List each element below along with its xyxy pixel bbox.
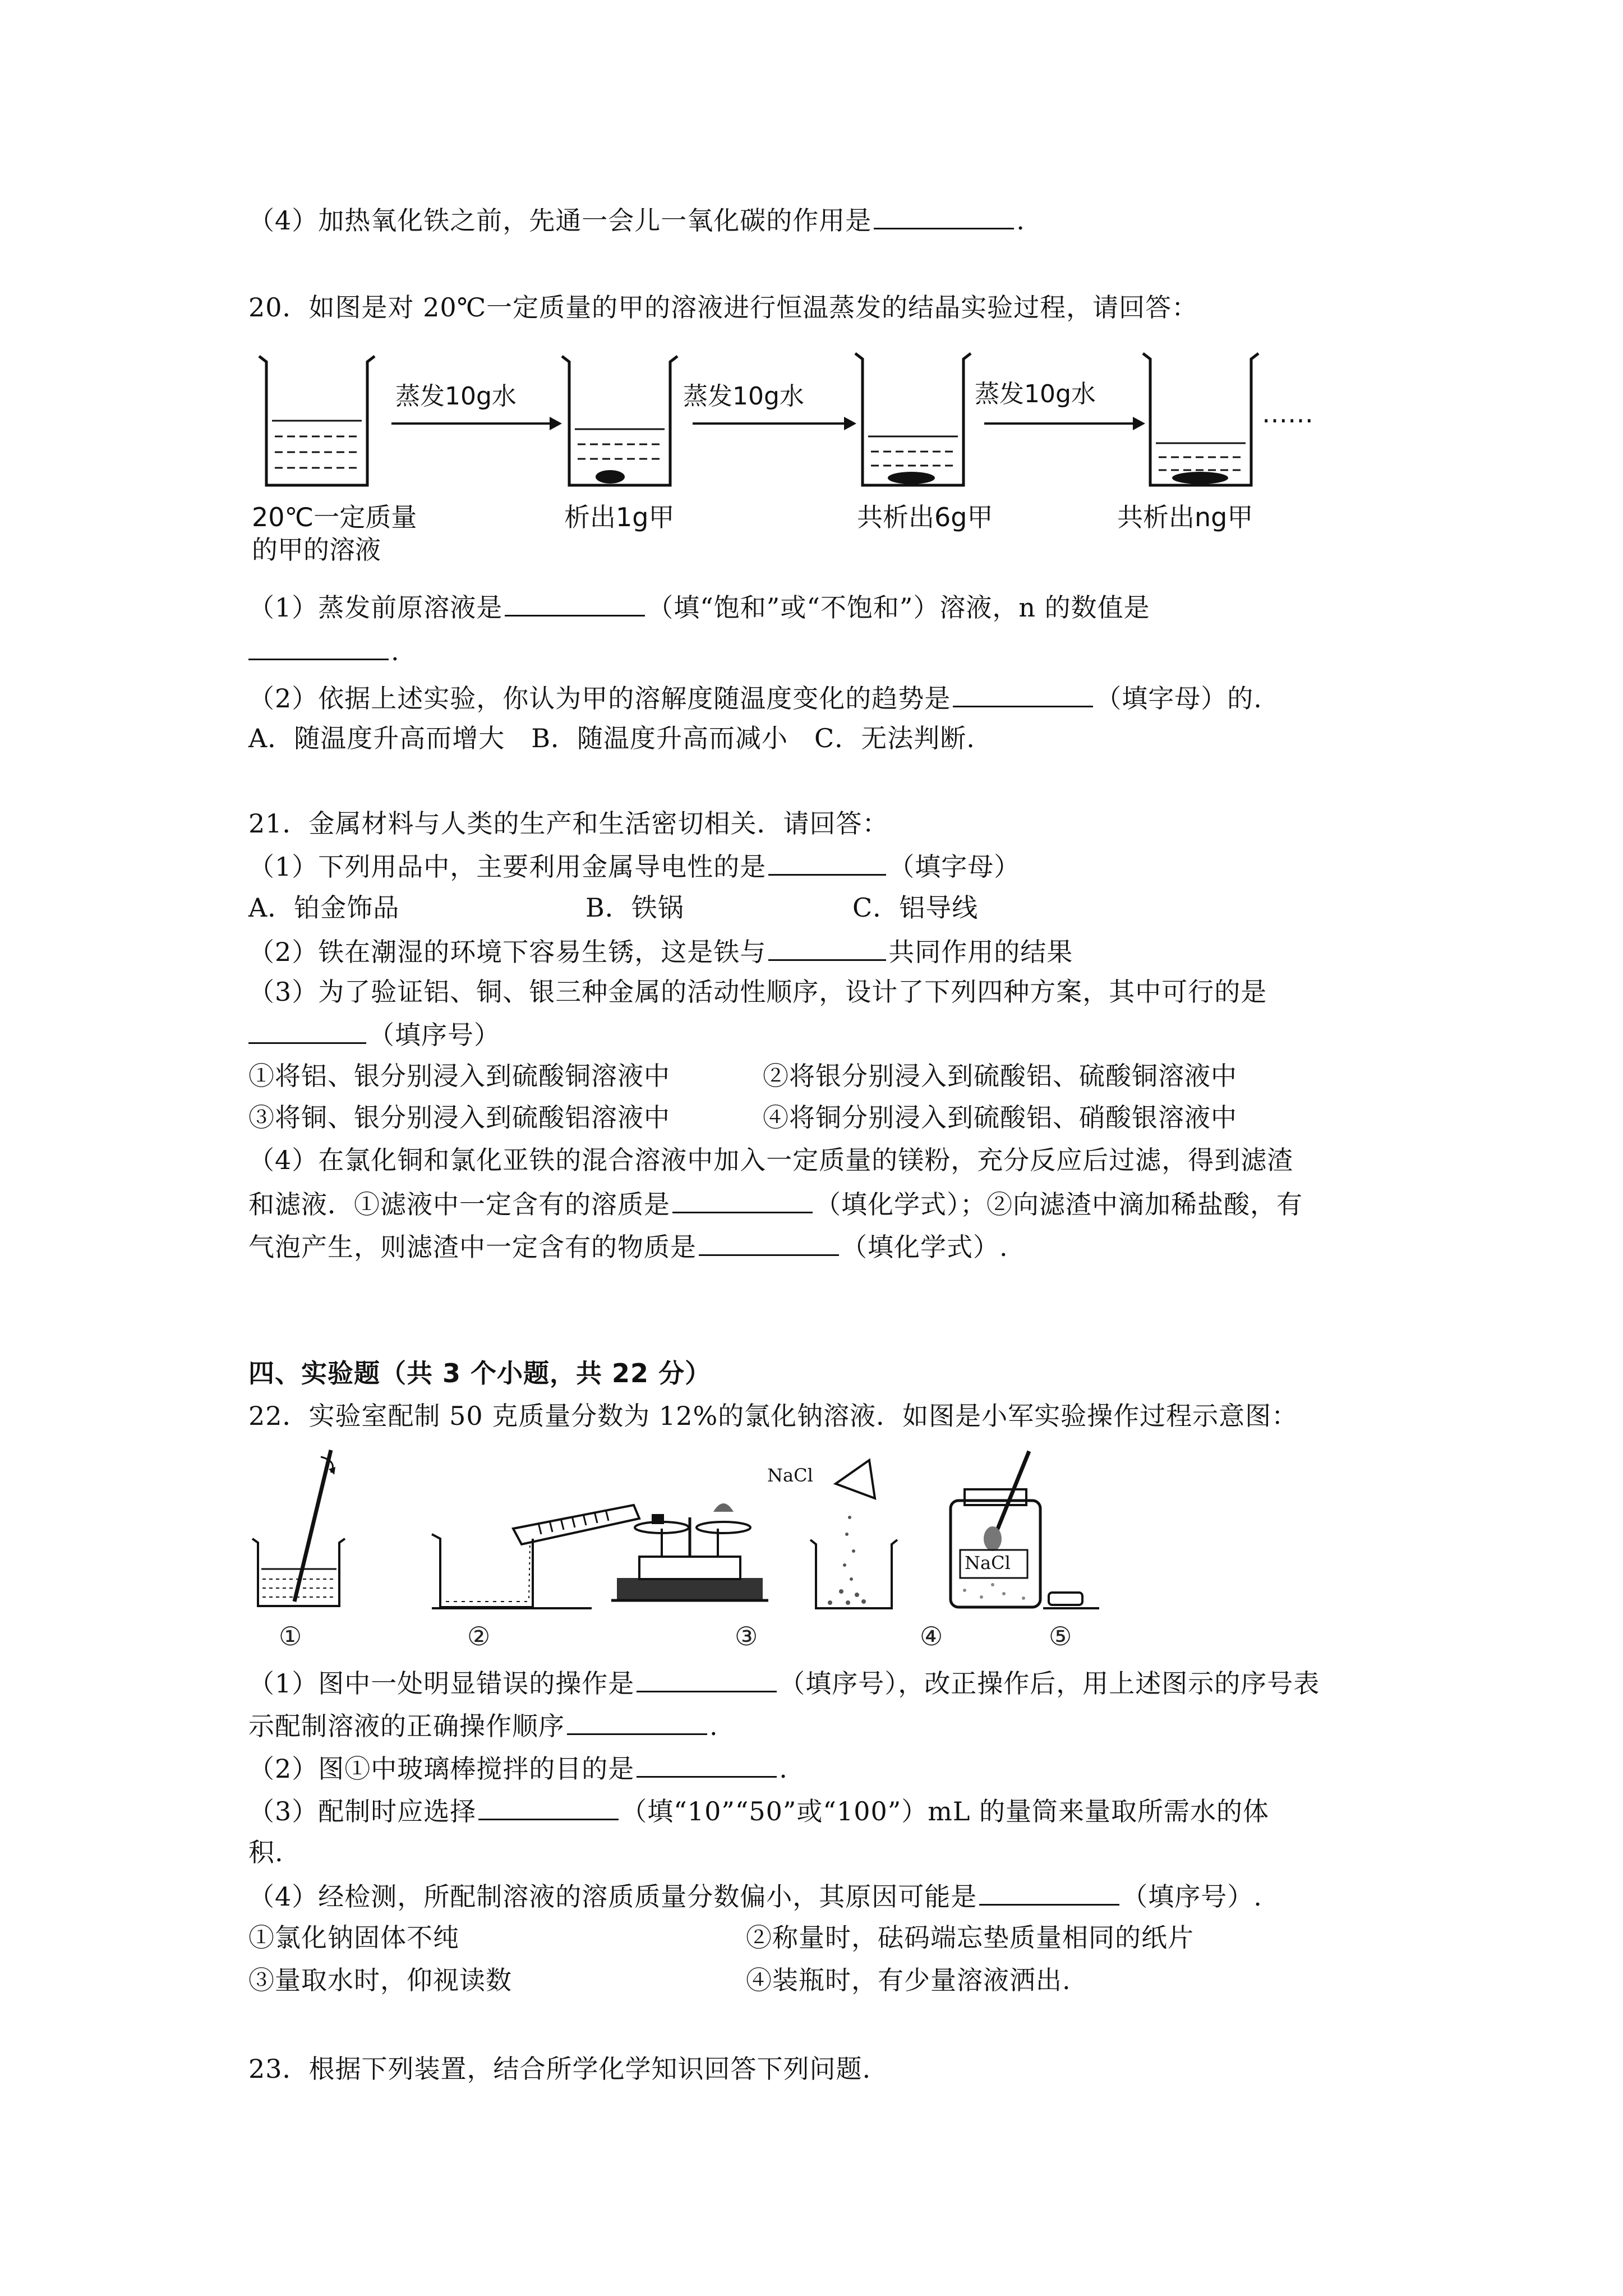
q21-part2 (248, 933, 1073, 969)
q20-part1-end: . (391, 636, 400, 666)
q21-part3: （3）为了验证铝、铜、银三种金属的活动性顺序，设计了下列四种方案，其中可行的是 (248, 977, 1267, 1007)
figure-number-4: ④ (920, 1621, 943, 1651)
q19-part4-text: （4）加热氧化铁之前，先通一会儿一氧化碳的作用是 (248, 205, 872, 236)
q21-part4-end: （填化学式）. (841, 1232, 1008, 1262)
q21-part2-end: 共同作用的结果 (888, 937, 1073, 967)
q21-part4-line3 (248, 1228, 1008, 1264)
q21-part4-line2 (248, 1186, 1303, 1221)
q21-part4-blank-1[interactable] (672, 1186, 813, 1213)
q22-reason-3: ③量取水时，仰视读数 (248, 1965, 512, 1995)
q22-part1 (248, 1665, 1320, 1700)
q21-stem: 21．金属材料与人类的生产和生活密切相关．请回答： (248, 808, 889, 839)
q20-part1-text-2: （填“饱和”或“不饱和”）溶液，n 的数值是 (647, 592, 1150, 623)
arrow-2 (693, 417, 856, 430)
q19-part4-blank[interactable] (874, 202, 1014, 229)
figure-number-1: ① (279, 1621, 302, 1651)
q21-part4-line1: （4）在氯化铜和氯化亚铁的混合溶液中加入一定质量的镁粉，充分反应后过滤，得到滤渣 (248, 1145, 1294, 1175)
q22-part2-text: （2）图①中玻璃棒搅拌的目的是 (248, 1754, 635, 1784)
q22-part1-cont (248, 1708, 718, 1743)
arrow-1 (391, 417, 562, 430)
q20-part1-blank-1[interactable] (505, 589, 645, 616)
beaker-4 (1143, 353, 1258, 485)
q21-part1-text: （1）下列用品中，主要利用金属导电性的是 (248, 852, 767, 882)
nacl-jar-label: NaCl (965, 1552, 1011, 1573)
beaker-1 (259, 356, 375, 485)
q21-part2-text: （2）铁在潮湿的环境下容易生锈，这是铁与 (248, 937, 767, 967)
q21-part4-text-2: （填化学式）；②向滤渣中滴加稀盐酸，有 (815, 1189, 1303, 1220)
q22-part3-blank[interactable] (478, 1793, 619, 1820)
q22-reason-2: ②称量时，砝码端忘垫质量相同的纸片 (746, 1922, 1194, 1953)
q22-part1-text: （1）图中一处明显错误的操作是 (248, 1668, 635, 1699)
q20-stem: 20．如图是对 20℃一定质量的甲的溶液进行恒温蒸发的结晶实验过程，请回答： (248, 292, 1198, 323)
q22-procedure-figure (247, 1444, 1178, 1646)
q22-part2-end: . (779, 1754, 788, 1784)
q22-part3-text: （3）配制时应选择 (248, 1796, 477, 1826)
q20-part1-text: （1）蒸发前原溶液是 (248, 592, 503, 623)
q20-part1-blank-2[interactable] (248, 633, 389, 660)
q21-part3-end: （填序号） (368, 1020, 500, 1050)
q22-reason-1: ①氯化钠固体不纯 (248, 1922, 459, 1953)
q22-part2-blank[interactable] (637, 1750, 777, 1778)
q22-reason-4: ④装瓶时，有少量溶液洒出. (746, 1965, 1071, 1995)
q22-part1-text-2: （填序号），改正操作后，用上述图示的序号表 (779, 1668, 1320, 1699)
q22-part1-end: . (709, 1711, 718, 1741)
q21-plan-2: ②将银分别浸入到硫酸铝、硫酸铜溶液中 (763, 1061, 1237, 1091)
adding-solid (810, 1460, 897, 1608)
q20-part2 (248, 680, 1262, 715)
q20-evaporation-figure (247, 337, 1340, 505)
q20-part2-blank[interactable] (953, 680, 1093, 707)
q22-part3-text-2: （填“10”“50”或“100”）mL 的量筒来量取所需水的体 (621, 1796, 1270, 1826)
q20-part1 (248, 589, 1150, 624)
q21-part1-end: （填字母） (888, 852, 1021, 882)
q21-part4-blank-2[interactable] (699, 1228, 839, 1256)
arrow-label-3: 蒸发10g水 (975, 380, 1096, 408)
q22-part1-text-3: 示配制溶液的正确操作顺序 (248, 1711, 565, 1741)
q22-part4-text: （4）经检测，所配制溶液的溶质质量分数偏小，其原因可能是 (248, 1881, 978, 1912)
caption-beaker-2: 析出1g甲 (564, 502, 675, 532)
caption-beaker-4: 共析出ng甲 (1117, 502, 1253, 532)
nacl-jar (951, 1451, 1099, 1608)
caption-beaker-1-line2: 的甲的溶液 (252, 535, 381, 565)
q22-part1-blank-2[interactable] (567, 1708, 707, 1735)
q21-plan-4: ④将铜分别浸入到硫酸铝、硝酸银溶液中 (763, 1102, 1237, 1133)
q22-part1-blank-1[interactable] (637, 1665, 777, 1692)
q19-part4-end: . (1016, 205, 1025, 236)
q21-part3-cont (248, 1016, 500, 1052)
figure-number-2: ② (467, 1621, 491, 1651)
beaker-3 (855, 353, 971, 485)
arrow-label-2: 蒸发10g水 (683, 382, 804, 411)
q21-part1 (248, 848, 1020, 884)
q22-stem: 22．实验室配制 50 克质量分数为 12%的氯化钠溶液．如图是小军实验操作过程示意图： (248, 1401, 1298, 1431)
q20-options: A．随温度升高而增大 B．随温度升高而减小 C．无法判断. (248, 723, 975, 753)
beaker-2 (562, 356, 677, 485)
pouring-water (432, 1505, 639, 1608)
balance-scale (611, 1503, 768, 1600)
q21-part1-blank[interactable] (768, 848, 886, 876)
q21-part3-blank[interactable] (248, 1016, 366, 1044)
q19-part4 (248, 202, 1025, 237)
q23-stem: 23．根据下列装置，结合所学化学知识回答下列问题. (248, 2054, 872, 2084)
caption-beaker-3: 共析出6g甲 (857, 502, 993, 532)
q22-part4-end: （填序号）. (1122, 1881, 1262, 1912)
q20-part1-cont (248, 633, 400, 668)
q21-part2-blank[interactable] (768, 933, 886, 961)
q21-opt-a: A．铂金饰品 (248, 892, 400, 923)
q21-opt-c: C．铝导线 (852, 892, 979, 923)
q22-part2 (248, 1750, 788, 1786)
q21-part4-text: 和滤液．①滤液中一定含有的溶质是 (248, 1189, 670, 1220)
q21-plan-3: ③将铜、银分别浸入到硫酸铝溶液中 (248, 1102, 670, 1133)
q21-plan-1: ①将铝、银分别浸入到硫酸铜溶液中 (248, 1061, 670, 1091)
q20-part2-text: （2）依据上述实验，你认为甲的溶解度随温度变化的趋势是 (248, 683, 951, 714)
q21-part4-text-3: 气泡产生，则滤渣中一定含有的物质是 (248, 1232, 697, 1262)
section-4-heading: 四、实验题（共 3 个小题，共 22 分） (248, 1358, 712, 1388)
q22-part4-blank[interactable] (979, 1878, 1119, 1906)
q21-opt-b: B．铁锅 (585, 892, 684, 923)
arrow-label-1: 蒸发10g水 (395, 382, 517, 411)
q20-part2-end: （填字母）的. (1095, 683, 1262, 714)
stirring-beaker (252, 1450, 345, 1606)
nacl-top-label: NaCl (767, 1465, 813, 1486)
arrow-3 (984, 417, 1145, 430)
q22-part3-cont: 积. (248, 1837, 284, 1867)
figure-number-3: ③ (735, 1621, 758, 1651)
q22-part3 (248, 1793, 1269, 1828)
caption-beaker-1-line1: 20℃一定质量 (252, 502, 417, 532)
figure-number-5: ⑤ (1049, 1621, 1072, 1651)
q22-part4 (248, 1878, 1262, 1913)
figure-ellipsis: …… (1262, 398, 1313, 429)
